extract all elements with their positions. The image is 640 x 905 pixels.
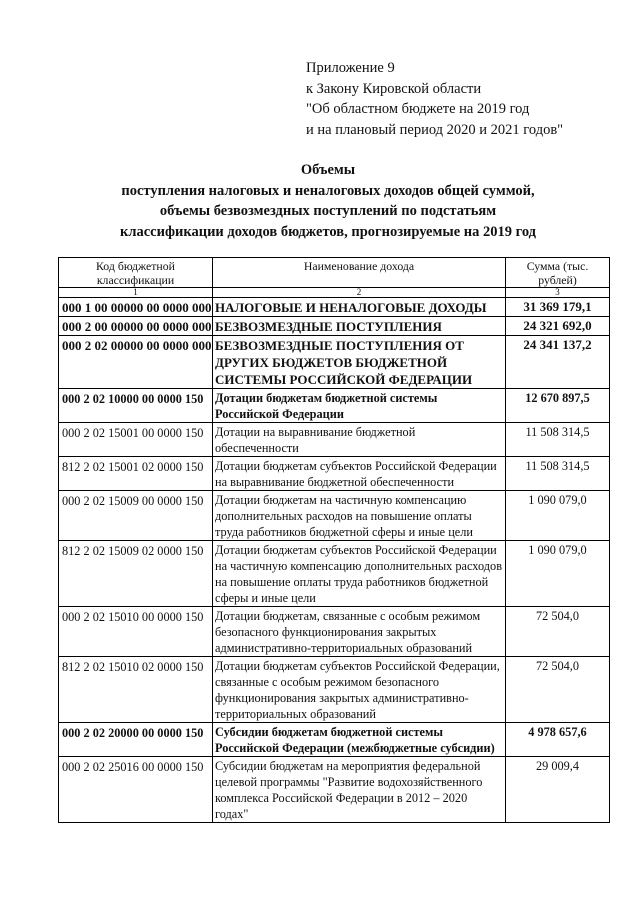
row-sum: 72 504,0 (506, 607, 610, 657)
row-name: Дотации бюджетам бюджетной системы Российской Федерации (213, 389, 506, 423)
row-name: Дотации на выравнивание бюджетной обеспеченности (213, 423, 506, 457)
revenue-table (58, 257, 610, 823)
row-code: 000 2 02 15010 00 0000 150 (59, 607, 213, 657)
table-row (59, 607, 610, 657)
column-number: 2 (213, 288, 506, 298)
table-row (59, 657, 610, 723)
appendix-line: Приложение 9 (306, 60, 395, 76)
row-code: 000 1 00 00000 00 0000 000 (59, 298, 213, 317)
row-name: Дотации бюджетам субъектов Российской Федерации на выравнивание бюджетной обеспеченности (213, 457, 506, 491)
row-code: 000 2 02 00000 00 0000 000 (59, 336, 213, 389)
appendix-line: и на плановый период 2020 и 2021 годов" (306, 121, 564, 138)
row-name: Субсидии бюджетам на мероприятия федеральной целевой программы "Развитие водохозяйственного комплекса Российской Федерации в 2012 – 2020 годах" (213, 757, 506, 823)
row-code: 000 2 02 15001 00 0000 150 (59, 423, 213, 457)
title-line: поступления налоговых и неналоговых доходов общей суммой, (121, 182, 535, 199)
column-number: 1 (59, 288, 213, 298)
row-name: НАЛОГОВЫЕ И НЕНАЛОГОВЫЕ ДОХОДЫ (213, 298, 506, 317)
header-sum: Сумма (тыс. рублей) (506, 258, 610, 288)
table-row (59, 757, 610, 823)
table-header-row (59, 258, 610, 288)
table-row (59, 457, 610, 491)
title-line: классификации доходов бюджетов, прогнозируемые на 2019 год (119, 223, 536, 240)
row-name: Субсидии бюджетам бюджетной системы Российской Федерации (межбюджетные субсидии) (213, 723, 506, 757)
document-title (40, 160, 616, 242)
appendix-line: "Об областном бюджете на 2019 год (306, 101, 530, 117)
row-sum: 31 369 179,1 (506, 298, 610, 317)
row-code: 000 2 02 15009 00 0000 150 (59, 491, 213, 541)
row-name: Дотации бюджетам, связанные с особым режимом безопасного функционирования закрытых административно-территориальных образований (213, 607, 506, 657)
row-code: 000 2 02 25016 00 0000 150 (59, 757, 213, 823)
row-sum: 11 508 314,5 (506, 457, 610, 491)
title-line: Объемы (300, 162, 356, 178)
row-name: БЕЗВОЗМЕЗДНЫЕ ПОСТУПЛЕНИЯ ОТ ДРУГИХ БЮДЖЕТОВ БЮДЖЕТНОЙ СИСТЕМЫ РОССИЙСКОЙ ФЕДЕРАЦИИ (213, 336, 506, 389)
row-code: 000 2 02 10000 00 0000 150 (59, 389, 213, 423)
table-row (59, 491, 610, 541)
table-row (59, 541, 610, 607)
row-code: 000 2 02 20000 00 0000 150 (59, 723, 213, 757)
title-line: объемы безвозмездных поступлений по подстатьям (159, 203, 497, 219)
row-sum: 1 090 079,0 (506, 541, 610, 607)
row-name: Дотации бюджетам на частичную компенсацию дополнительных расходов на повышение оплаты труда работников бюджетной сферы и иные цели (213, 491, 506, 541)
table-row (59, 423, 610, 457)
table-row (59, 298, 610, 317)
row-sum: 1 090 079,0 (506, 491, 610, 541)
table-row (59, 317, 610, 336)
row-sum: 24 321 692,0 (506, 317, 610, 336)
table-row (59, 389, 610, 423)
row-sum: 12 670 897,5 (506, 389, 610, 423)
row-sum: 4 978 657,6 (506, 723, 610, 757)
column-number: 3 (506, 288, 610, 298)
table-row (59, 723, 610, 757)
appendix-line: к Закону Кировской области (306, 80, 482, 97)
column-number-row (59, 288, 610, 298)
header-name: Наименование дохода (213, 258, 506, 288)
row-sum: 72 504,0 (506, 657, 610, 723)
row-code: 812 2 02 15009 02 0000 150 (59, 541, 213, 607)
row-name: БЕЗВОЗМЕЗДНЫЕ ПОСТУПЛЕНИЯ (213, 317, 506, 336)
row-sum: 11 508 314,5 (506, 423, 610, 457)
row-sum: 24 341 137,2 (506, 336, 610, 389)
row-name: Дотации бюджетам субъектов Российской Федерации, связанные с особым режимом безопасного функционирования закрытых административно-территориальных образований (213, 657, 506, 723)
header-code: Код бюджетной классификации (59, 258, 213, 288)
row-name: Дотации бюджетам субъектов Российской Федерации на частичную компенсацию дополнительных расходов на повышение оплаты труда работников бюджетной сферы и иные цели (213, 541, 506, 607)
row-code: 000 2 00 00000 00 0000 000 (59, 317, 213, 336)
row-code: 812 2 02 15001 02 0000 150 (59, 457, 213, 491)
row-code: 812 2 02 15010 02 0000 150 (59, 657, 213, 723)
appendix-reference (306, 58, 626, 140)
table-row (59, 336, 610, 389)
row-sum: 29 009,4 (506, 757, 610, 823)
